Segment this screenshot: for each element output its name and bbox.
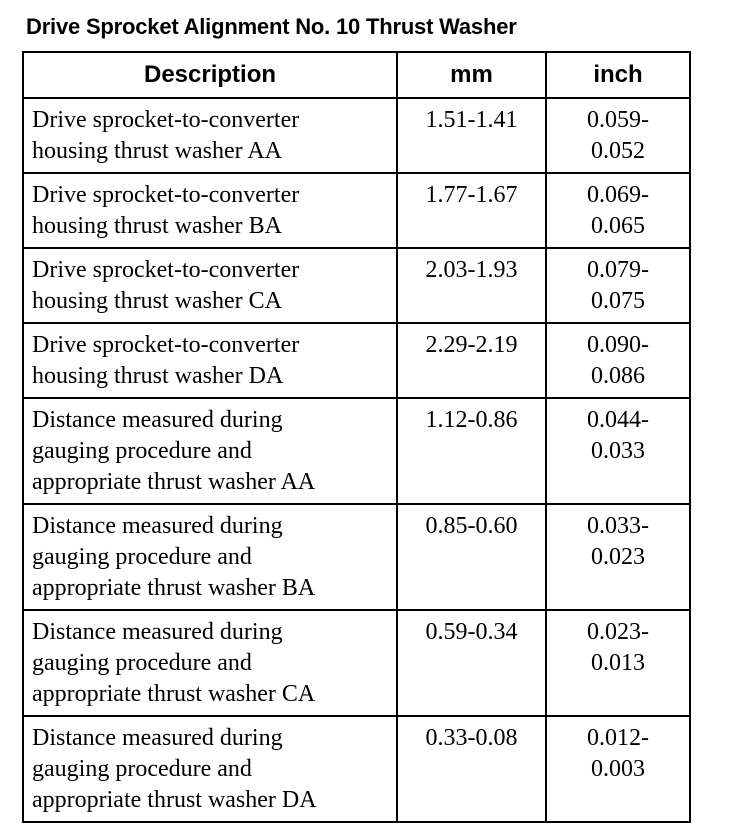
inch-line: 0.012- xyxy=(587,725,649,751)
description-line: housing thrust washer DA xyxy=(32,363,284,389)
description-line: appropriate thrust washer CA xyxy=(32,681,316,707)
table-row xyxy=(23,504,690,610)
table-row xyxy=(23,716,690,822)
table-row xyxy=(23,173,690,248)
inch-line: 0.052 xyxy=(591,138,645,164)
inch-line: 0.003 xyxy=(591,756,645,782)
description-line: housing thrust washer CA xyxy=(32,288,282,314)
header-inch: inch xyxy=(546,52,690,98)
inch-line: 0.059- xyxy=(587,107,649,133)
cell-mm: 2.29-2.19 xyxy=(397,323,546,398)
description-line: Distance measured during xyxy=(32,513,283,539)
cell-description xyxy=(23,504,397,610)
description-line: Drive sprocket-to-converter xyxy=(32,107,300,133)
cell-description xyxy=(23,716,397,822)
cell-inch xyxy=(546,248,690,323)
description-line: housing thrust washer BA xyxy=(32,213,282,239)
table-row xyxy=(23,323,690,398)
inch-line: 0.013 xyxy=(591,650,645,676)
cell-description xyxy=(23,248,397,323)
header-description: Description xyxy=(23,52,397,98)
description-line: Distance measured during xyxy=(32,725,283,751)
inch-line: 0.044- xyxy=(587,407,649,433)
table-row xyxy=(23,98,690,173)
cell-inch xyxy=(546,323,690,398)
description-line: appropriate thrust washer DA xyxy=(32,787,317,813)
cell-description xyxy=(23,173,397,248)
description-line: Drive sprocket-to-converter xyxy=(32,332,300,358)
cell-description xyxy=(23,610,397,716)
cell-description xyxy=(23,323,397,398)
table-header-row xyxy=(23,52,690,98)
description-line: Drive sprocket-to-converter xyxy=(32,257,300,283)
cell-inch xyxy=(546,398,690,504)
description-line: appropriate thrust washer BA xyxy=(32,575,316,601)
description-line: gauging procedure and xyxy=(32,438,252,464)
cell-inch xyxy=(546,98,690,173)
cell-description xyxy=(23,398,397,504)
table-row xyxy=(23,398,690,504)
description-line: Distance measured during xyxy=(32,619,283,645)
cell-inch xyxy=(546,173,690,248)
description-line: appropriate thrust washer AA xyxy=(32,469,316,495)
cell-mm: 1.12-0.86 xyxy=(397,398,546,504)
table-row xyxy=(23,610,690,716)
cell-mm: 0.85-0.60 xyxy=(397,504,546,610)
cell-mm: 2.03-1.93 xyxy=(397,248,546,323)
inch-line: 0.090- xyxy=(587,332,649,358)
cell-description xyxy=(23,98,397,173)
description-line: gauging procedure and xyxy=(32,756,252,782)
inch-line: 0.075 xyxy=(591,288,645,314)
inch-line: 0.086 xyxy=(591,363,645,389)
header-mm: mm xyxy=(397,52,546,98)
inch-line: 0.065 xyxy=(591,213,645,239)
cell-inch xyxy=(546,504,690,610)
description-line: housing thrust washer AA xyxy=(32,138,282,164)
inch-line: 0.023 xyxy=(591,544,645,570)
cell-mm: 1.51-1.41 xyxy=(397,98,546,173)
inch-line: 0.079- xyxy=(587,257,649,283)
cell-mm: 0.59-0.34 xyxy=(397,610,546,716)
inch-line: 0.023- xyxy=(587,619,649,645)
table-row xyxy=(23,248,690,323)
spec-table xyxy=(22,51,691,823)
description-line: Drive sprocket-to-converter xyxy=(32,182,300,208)
cell-mm: 1.77-1.67 xyxy=(397,173,546,248)
inch-line: 0.033 xyxy=(591,438,645,464)
inch-line: 0.069- xyxy=(587,182,649,208)
page-title: Drive Sprocket Alignment No. 10 Thrust Washer xyxy=(26,14,517,39)
inch-line: 0.033- xyxy=(587,513,649,539)
description-line: Distance measured during xyxy=(32,407,283,433)
description-line: gauging procedure and xyxy=(32,544,252,570)
cell-inch xyxy=(546,716,690,822)
description-line: gauging procedure and xyxy=(32,650,252,676)
cell-inch xyxy=(546,610,690,716)
cell-mm: 0.33-0.08 xyxy=(397,716,546,822)
